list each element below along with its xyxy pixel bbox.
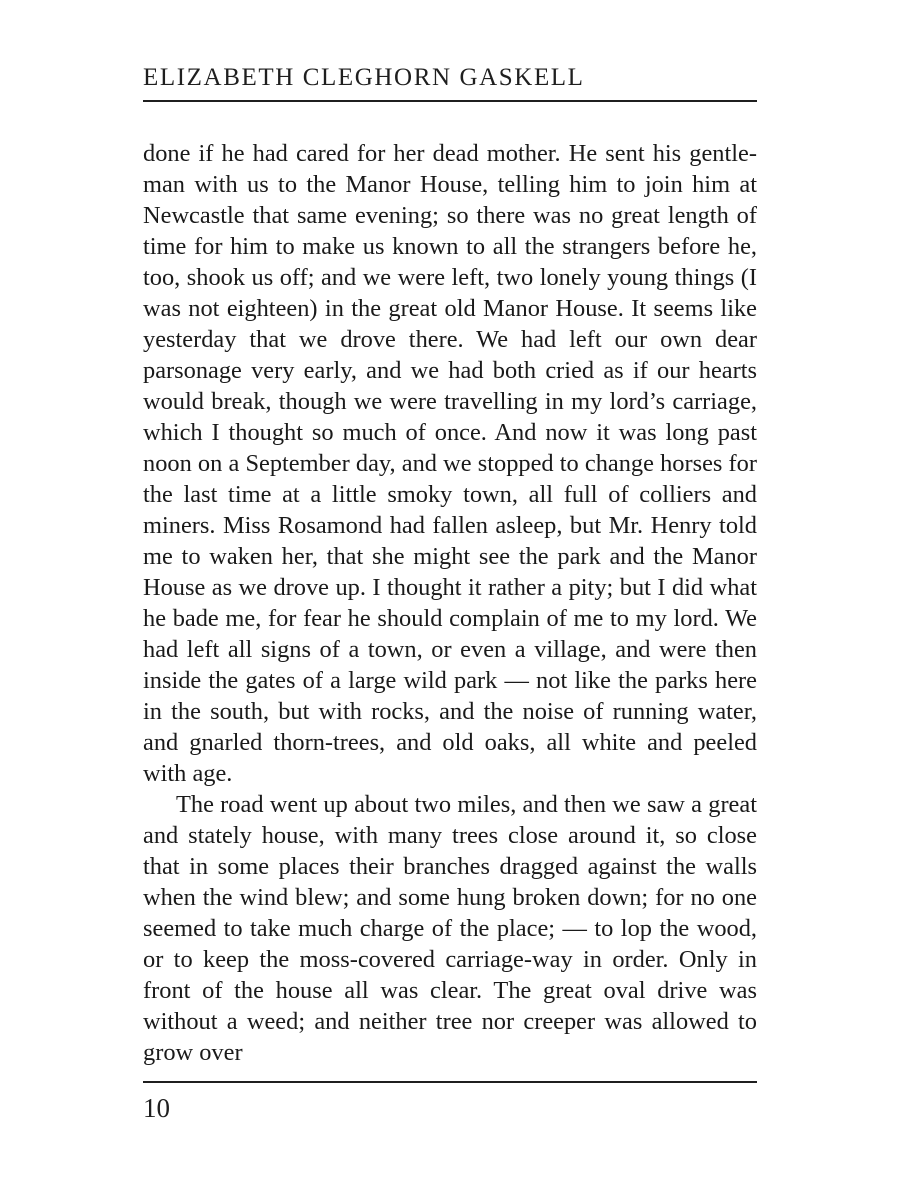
body-text [143, 138, 757, 1068]
running-head-title: ELIZABETH CLEGHORN GASKELL [143, 64, 585, 91]
footer-rule [143, 1081, 757, 1083]
page-number: 10 [143, 1093, 170, 1123]
header-rule [143, 100, 757, 102]
paragraph: The road went up about two miles, and then we saw a great and stately house, with many trees close around it, so close that in some places their branches dragged against the walls when the wind blew; and some hung broken down; for no one seemed to take much charge of the place; — to lop the wood, or to keep the moss-covered carriage-way in order. Only in front of the house all was clear. The great oval drive was without a weed; and neither tree nor creeper was allowed to grow over [143, 791, 757, 1066]
paragraph: done if he had cared for her dead mother. He sent his gentleman with us to the Manor House, telling him to join him at Newcastle that same evening; so there was no great length of time for him to make us known to all the strangers before he, too, shook us off; and we were left, two lonely young things (I was not eighteen) in the great old Manor House. It seems like yesterday that we drove there. We had left our own dear parsonage very early, and we had both cried as if our hearts would break, though we were travelling in my lord’s carriage, which I thought so much of once. And now it was long past noon on a September day, and we stopped to change horses for the last time at a little smoky town, all full of colliers and miners. Miss Rosamond had fallen asleep, but Mr. Henry told me to waken her, that she might see the park and the Manor House as we drove up. I thought it rather a pity; but I did what he bade me, for fear he should complain of me to my lord. We had left all signs of a town, or even a village, and were then inside the gates of a large wild park — not like the parks here in the south, but with rocks, and the noise of running water, and gnarled thorn-trees, and old oaks, all white and peeled with age. [143, 140, 757, 787]
